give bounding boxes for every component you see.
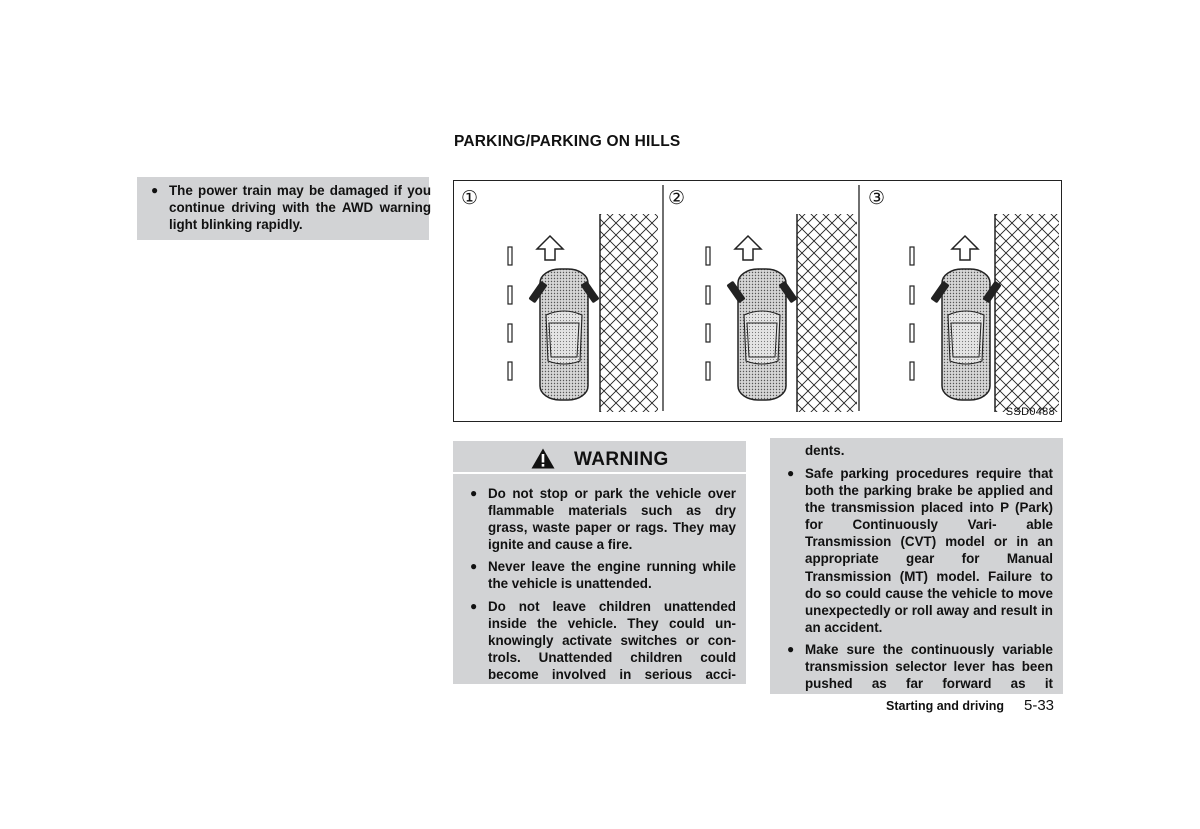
- car-icon: [528, 269, 599, 400]
- figure-code: SSD0488: [1005, 406, 1055, 418]
- car-icon: [726, 269, 797, 400]
- direction-arrow-icon: [952, 236, 978, 260]
- caution-note-box: [137, 177, 429, 240]
- bullet-icon: ●: [151, 183, 159, 197]
- curb-hatch: [797, 214, 857, 412]
- caution-note-text: The power train may be damaged if you continue driving with the AWD warning light blinking rapidly.: [169, 183, 431, 233]
- direction-arrow-icon: [735, 236, 761, 260]
- direction-arrow-icon: [537, 236, 563, 260]
- warning-item: ● Do not stop or park the vehicle over flammable materials such as dry grass, waste paper or rags. They may ignite and cause a fire.: [470, 486, 736, 553]
- panel-2: [668, 187, 857, 412]
- curb-hatch: [995, 214, 1059, 412]
- section-title: PARKING/PARKING ON HILLS: [454, 133, 681, 150]
- caution-note-item: [147, 182, 431, 233]
- warning-box: [453, 441, 746, 684]
- bullet-icon: ●: [787, 641, 795, 656]
- page-number: 5-33: [1024, 697, 1055, 714]
- parking-diagram: [454, 181, 1063, 423]
- panel-label: ③: [868, 187, 886, 209]
- lane-markings: [706, 247, 710, 380]
- panel-1: [461, 187, 658, 412]
- warning-continued-box: [770, 438, 1063, 694]
- panel-label: ①: [461, 187, 479, 209]
- bullet-icon: ●: [470, 486, 478, 500]
- warning-item: ● Do not leave children unattended inside the vehicle. They could un- knowingly activate switches or con- trols. Unattended children could become involved in serious acci-: [470, 598, 736, 682]
- panel-label: ②: [668, 187, 686, 209]
- lane-markings: [508, 247, 512, 380]
- warning-item: ● Safe parking procedures require that both the parking brake be applied and the transmission placed into P (Park) for Continuously Vari- able Transmission (CVT) model or in an appropriate gear for Manual Transmission (MT) model. Failure to do so could cause the vehicle to move unexpectedly or roll away and result in an accident.: [787, 466, 1053, 635]
- bullet-icon: ●: [470, 598, 478, 613]
- bullet-icon: ●: [470, 559, 478, 574]
- warning-header: [453, 441, 746, 474]
- footer-section-label: Starting and driving: [886, 699, 1005, 713]
- car-icon: [930, 269, 1001, 400]
- warning-continued-list: [783, 465, 1053, 697]
- warning-title: WARNING: [574, 449, 669, 470]
- warning-item: ● Make sure the continuously variable transmission selector lever has been pushed as far forward as it: [787, 641, 1053, 692]
- bullet-icon: ●: [787, 466, 795, 480]
- warning-item: ● Never leave the engine running while the vehicle is unattended.: [470, 559, 736, 592]
- warning-continued-lead: dents.: [805, 443, 845, 458]
- warning-triangle-icon: [531, 448, 555, 469]
- lane-markings: [910, 247, 914, 380]
- parking-illustration: [453, 180, 1062, 422]
- curb-hatch: [600, 214, 658, 412]
- warning-list: [466, 485, 736, 688]
- panel-3: [868, 187, 1059, 412]
